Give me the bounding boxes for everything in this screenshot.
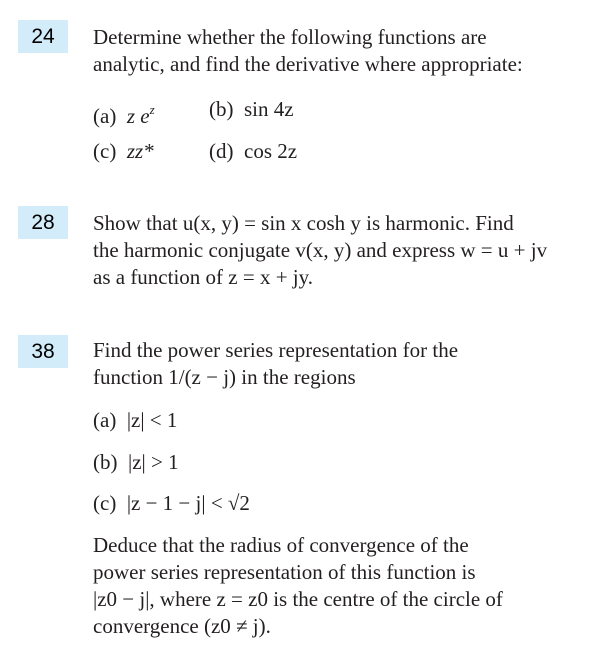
part-label: (b) [209, 97, 234, 121]
problem-24-part-d [209, 138, 297, 165]
problem-24-part-c [93, 138, 154, 165]
part-expression: z e [126, 104, 150, 128]
problem-38-part-a [93, 407, 177, 434]
problem-38-conclusion-1: Deduce that the radius of convergence of the [93, 533, 469, 557]
problem-38-line-2: function 1/(z − j) in the regions [93, 365, 356, 389]
part-label: (d) [209, 139, 234, 163]
part-superscript: z [149, 102, 155, 117]
part-expression: sin 4z [244, 97, 294, 121]
problem-24-part-a [93, 96, 155, 130]
part-expression: zz* [126, 139, 154, 163]
problem-28-line-3: as a function of z = x + jy. [93, 265, 314, 289]
part-label: (a) [93, 408, 117, 432]
part-expression: |z| < 1 [126, 408, 178, 432]
problem-number-38: 38 [18, 335, 68, 368]
part-expression: |z| > 1 [128, 450, 179, 474]
part-label: (b) [93, 450, 118, 474]
problem-28-line-2: the harmonic conjugate v(x, y) and express w = u + jv [93, 238, 548, 262]
problem-24-part-b [209, 96, 294, 123]
problem-38-conclusion-4: convergence (z0 ≠ j). [93, 614, 271, 638]
part-label: (a) [93, 104, 117, 128]
problem-38-conclusion-3: |z0 − j|, where z = z0 is the centre of the circle of [93, 587, 503, 611]
problem-number-24: 24 [18, 20, 68, 53]
part-expression: cos 2z [244, 139, 298, 163]
problem-38-part-b [93, 449, 179, 476]
problem-24-line-1: Determine whether the following functions are [93, 25, 487, 49]
part-label: (c) [93, 491, 117, 515]
problem-number-28: 28 [18, 206, 68, 239]
problem-38-line-1: Find the power series representation for the [93, 338, 459, 362]
problem-38-part-c [93, 490, 250, 517]
problem-38-conclusion-2: power series representation of this function is [93, 560, 476, 584]
problem-24-line-2: analytic, and find the derivative where appropriate: [93, 52, 523, 76]
part-label: (c) [93, 139, 117, 163]
part-expression: |z − 1 − j| < √2 [126, 491, 250, 515]
problem-28-line-1: Show that u(x, y) = sin x cosh y is harmonic. Find [93, 211, 514, 235]
